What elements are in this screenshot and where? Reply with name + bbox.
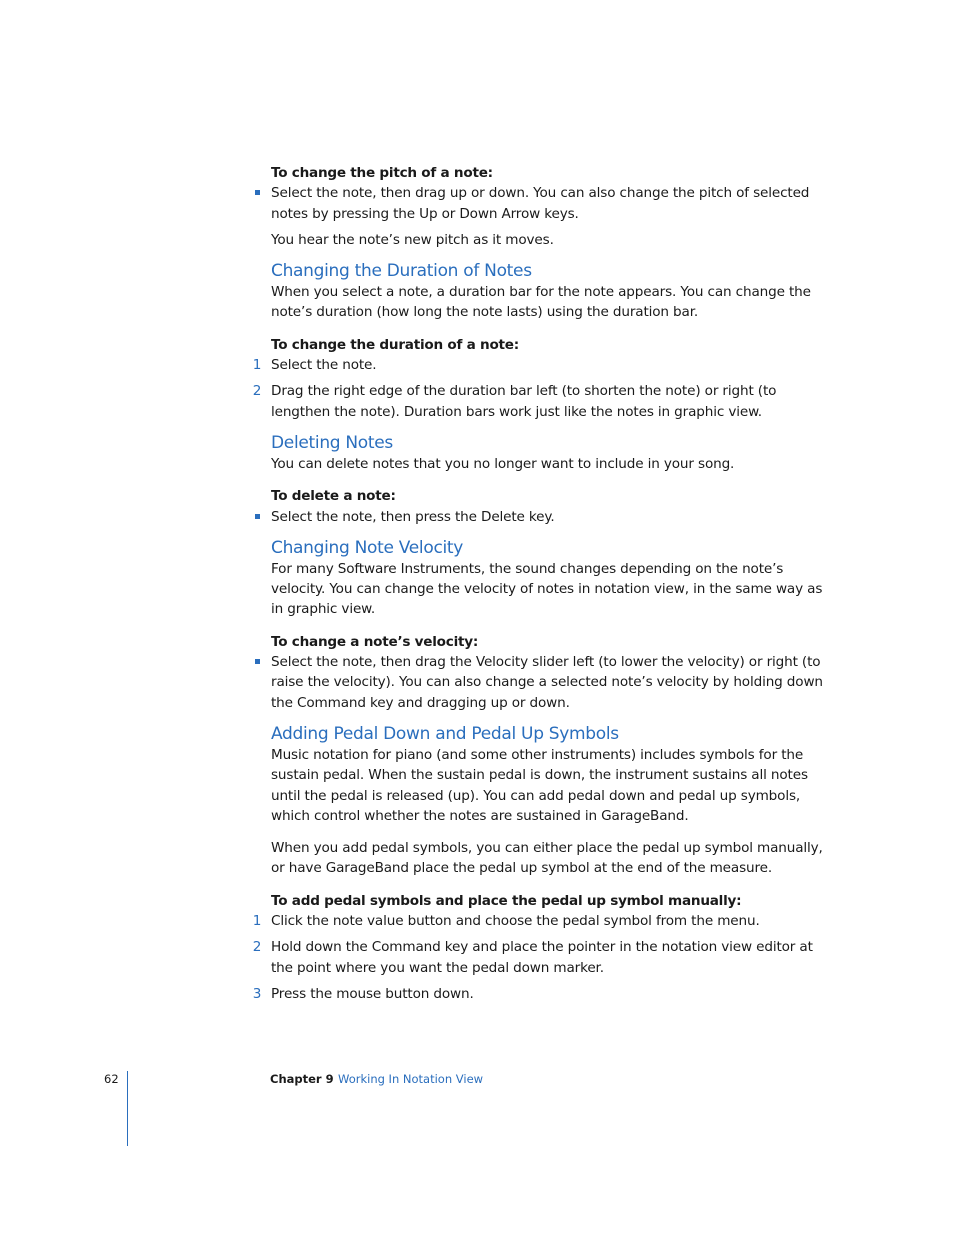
step-item-pedal-1 (252, 911, 831, 931)
bullet-item-pitch (271, 183, 831, 224)
step-text: Drag the right edge of the duration bar left (to shorten the note) or right (to lengthen the note). Duration bars work just like the notes in graphic view. (271, 383, 777, 420)
bullet-text-pitch: Select the note, then drag up or down. You can also change the pitch of selected notes by pressing the Up or Down Arrow keys. (271, 185, 810, 222)
bullet-item-deleting (271, 507, 831, 527)
paragraph-velocity-intro: For many Software Instruments, the sound changes depending on the note’s velocity. You can change the velocity of notes in notation view, in the same way as in graphic view. (271, 560, 823, 618)
task-heading-pedal: To add pedal symbols and place the pedal up symbol manually: (271, 892, 742, 909)
step-item-pedal-3 (252, 984, 831, 1004)
paragraph-pedal-intro: Music notation for piano (and some other instruments) includes symbols for the sustain pedal. When the sustain pedal is down, the instrument sustains all notes until the pedal is released (up). You can add pedal down and pedal up symbols, which control whether the notes are sustained in GarageBand. (271, 746, 808, 824)
section-heading-deleting: Deleting Notes (271, 432, 393, 453)
footer-divider (127, 1071, 128, 1146)
bullet-item-velocity (271, 652, 831, 713)
square-bullet-icon (255, 190, 260, 195)
square-bullet-icon (255, 514, 260, 519)
bullet-text-deleting: Select the note, then press the Delete key. (271, 508, 555, 525)
paragraph-duration-intro: When you select a note, a duration bar for the note appears. You can change the note’s duration (how long the note lasts) using the duration bar. (271, 284, 811, 321)
paragraph-deleting-intro: You can delete notes that you no longer want to include in your song. (271, 455, 735, 472)
step-text: Select the note. (271, 357, 377, 374)
task-heading-duration: To change the duration of a note: (271, 336, 519, 353)
task-heading-pitch: To change the pitch of a note: (271, 165, 493, 181)
chapter-label: Chapter 9 (270, 1072, 334, 1086)
step-item-duration-1 (252, 355, 831, 375)
step-number: 3 (252, 985, 262, 1002)
paragraph-pitch-note: You hear the note’s new pitch as it moves. (271, 231, 554, 248)
step-number: 1 (252, 913, 262, 930)
section-heading-velocity: Changing Note Velocity (271, 537, 464, 558)
section-heading-pedal: Adding Pedal Down and Pedal Up Symbols (271, 723, 619, 744)
step-text: Hold down the Command key and place the pointer in the notation view editor at the point where you want the pedal down marker. (271, 939, 813, 976)
paragraph-pedal-intro-2: When you add pedal symbols, you can either place the pedal up symbol manually, or have GarageBand place the pedal up symbol at the end of the measure. (271, 840, 823, 877)
page-number: 62 (104, 1072, 119, 1086)
step-number: 2 (252, 939, 262, 956)
task-heading-deleting: To delete a note: (271, 488, 396, 505)
step-item-pedal-2 (252, 937, 831, 978)
section-heading-duration: Changing the Duration of Notes (271, 261, 532, 282)
step-number: 2 (252, 383, 262, 400)
step-text: Press the mouse button down. (271, 985, 474, 1002)
step-item-duration-2 (252, 381, 831, 422)
bullet-text-velocity: Select the note, then drag the Velocity slider left (to lower the velocity) or right (to raise the velocity). You can also change a selected note’s velocity by holding down the Command key and dragging up or down. (271, 654, 823, 711)
chapter-title: Working In Notation View (338, 1072, 484, 1086)
step-text: Click the note value button and choose the pedal symbol from the menu. (271, 913, 760, 930)
square-bullet-icon (255, 659, 260, 664)
task-heading-velocity: To change a note’s velocity: (271, 633, 479, 650)
page-content (252, 163, 831, 1004)
step-number: 1 (252, 357, 262, 374)
